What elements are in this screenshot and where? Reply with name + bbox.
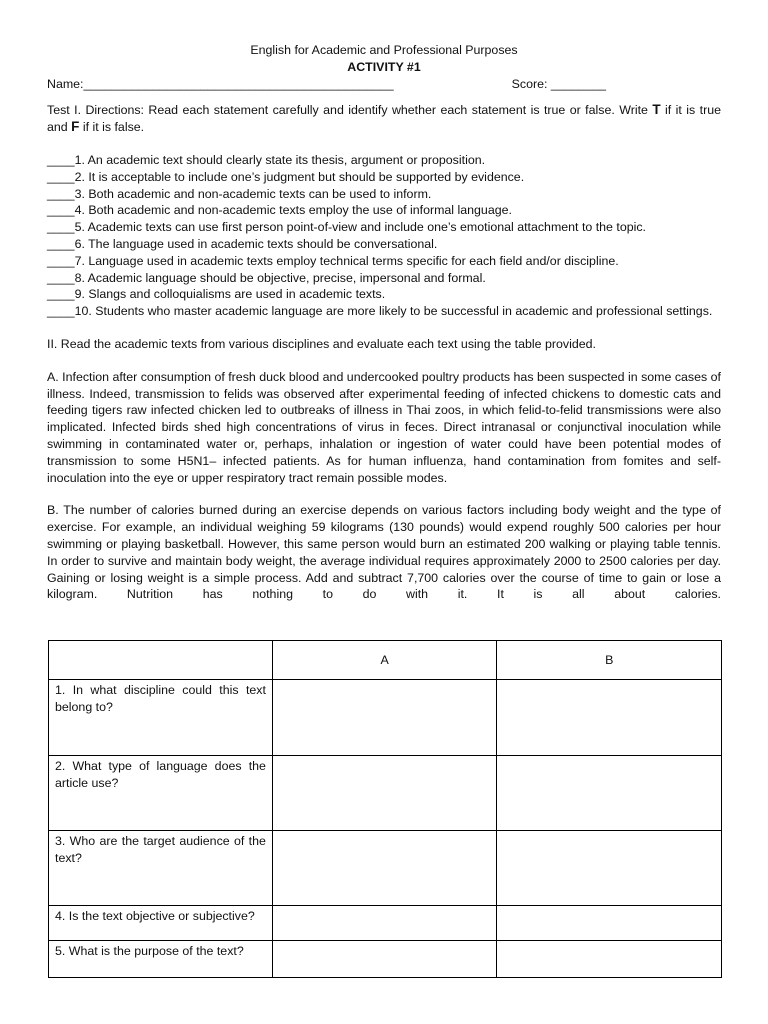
tf-item-1[interactable]: ____1. An academic text should clearly state its thesis, argument or proposition. — [47, 152, 486, 167]
table-row — [49, 831, 722, 906]
false-letter: F — [71, 119, 80, 135]
name-score-row — [47, 76, 721, 93]
question-cell: 2. What type of language does the article use? — [49, 756, 273, 831]
table-header-a: A — [272, 641, 497, 680]
passage-a: A. Infection after consumption of fresh duck blood and undercooked poultry products has been suspected in some cases of illness. Indeed, transmission to felids was observed after experimental feeding of infected chickens to domestic cats and feeding tigers raw infected chicken led to outbreaks of illness in Thai zoos, in which felid-to-felid transmissions were also implicated. Infected birds shed high concentrations of virus in feces. Direct intranasal or conjunctival inoculation while swimming in contaminated water or, perhaps, inhalation or ingestion of water could have been potential modes of transmission to some H5N1– infected patients. As for human influenza, hand contamination from fomites and self-inoculation into the eye or upper respiratory tract remain possible modes. — [47, 369, 721, 485]
question-cell: 4. Is the text objective or subjective? — [49, 906, 273, 941]
test2-directions: II. Read the academic texts from various disciplines and evaluate each text using the table provided. — [47, 336, 596, 351]
answer-cell-a[interactable] — [272, 831, 497, 906]
question-cell: 3. Who are the target audience of the text? — [49, 831, 273, 906]
tf-item-10[interactable]: ____10. Students who master academic language are more likely to be successful in academic and professional settings. — [47, 304, 713, 319]
test1-directions — [47, 102, 721, 136]
tf-item-2[interactable]: ____2. It is acceptable to include one’s judgment but should be supported by evidence. — [47, 169, 525, 184]
question-cell: 1. In what discipline could this text belong to? — [49, 680, 273, 756]
answer-cell-b[interactable] — [497, 941, 722, 978]
tf-item-8[interactable]: ____8. Academic language should be objective, precise, impersonal and formal. — [47, 270, 486, 285]
directions-text-1: Test I. Directions: Read each statement carefully and identify whether each statement is true or false. Write — [47, 103, 653, 118]
tf-item-6[interactable]: ____6. The language used in academic texts should be conversational. — [47, 236, 438, 251]
tf-item-7[interactable]: ____7. Language used in academic texts employ technical terms specific for each field and/or discipline. — [47, 253, 619, 268]
directions-text-2: if it is true and — [47, 103, 721, 135]
answer-cell-b[interactable] — [497, 906, 722, 941]
activity-title: ACTIVITY #1 — [347, 59, 421, 74]
answer-cell-a[interactable] — [272, 756, 497, 831]
answer-cell-a[interactable] — [272, 941, 497, 978]
tf-item-3[interactable]: ____3. Both academic and non-academic texts can be used to inform. — [47, 186, 432, 201]
table-header-b: B — [497, 641, 722, 680]
table-row — [49, 680, 722, 756]
question-cell: 5. What is the purpose of the text? — [49, 941, 273, 978]
table-row — [49, 756, 722, 831]
tf-item-5[interactable]: ____5. Academic texts can use first person point-of-view and include one’s emotional attachment to the topic. — [47, 220, 646, 235]
answer-cell-a[interactable] — [272, 906, 497, 941]
course-title: English for Academic and Professional Purposes — [250, 43, 518, 57]
evaluation-table — [48, 640, 722, 978]
table-header-blank — [49, 641, 273, 680]
answer-cell-a[interactable] — [272, 680, 497, 756]
directions-text-3: if it is false. — [79, 120, 145, 135]
answer-cell-b[interactable] — [497, 756, 722, 831]
name-field[interactable]: Name:_____________________________________________ — [47, 76, 394, 91]
passage-b: B. The number of calories burned during an exercise depends on various factors including body weight and the type of exercise. For example, an individual weighing 59 kilograms (130 pounds) would expend roughly 500 calories per hour swimming or playing basketball. However, this same person would burn an estimated 200 walking or playing table tennis. In order to survive and maintain body weight, the average individual requires approximately 2000 to 2500 calories per day. Gaining or losing weight is a simple process. Add and subtract 7,700 calories over the course of time to gain or lose a kilogram. Nutrition has nothing to do with it. It is all about calories. — [47, 503, 721, 602]
table-row — [49, 906, 722, 941]
table-header-row — [49, 641, 722, 680]
tf-item-4[interactable]: ____4. Both academic and non-academic texts employ the use of informal language. — [47, 203, 512, 218]
score-field[interactable]: Score: ________ — [511, 76, 606, 91]
true-letter: T — [652, 102, 661, 118]
true-false-items — [47, 152, 721, 320]
tf-item-9[interactable]: ____9. Slangs and colloquialisms are used in academic texts. — [47, 287, 386, 302]
answer-cell-b[interactable] — [497, 680, 722, 756]
table-row — [49, 941, 722, 978]
answer-cell-b[interactable] — [497, 831, 722, 906]
